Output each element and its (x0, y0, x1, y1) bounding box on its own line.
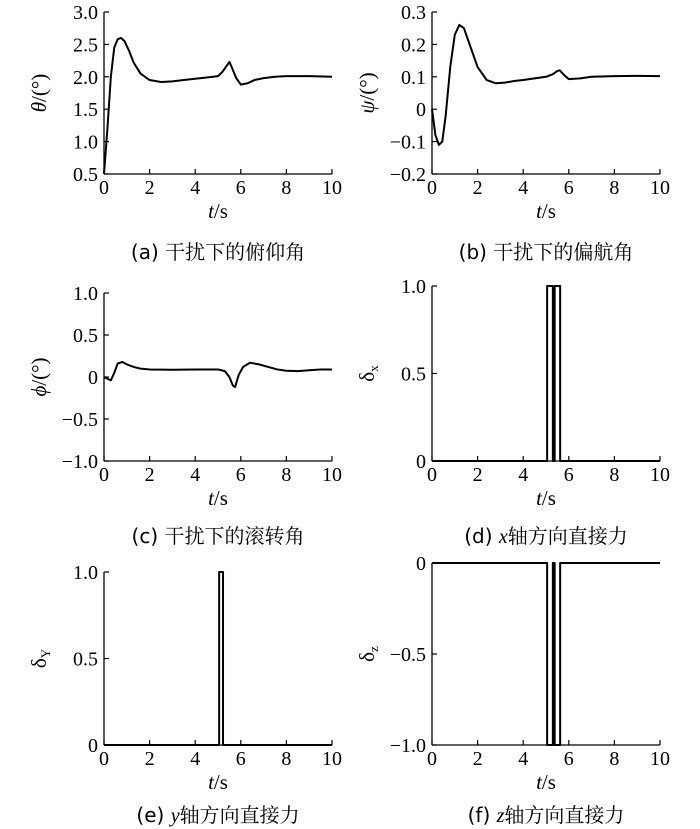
y-tick-label: −0.1 (389, 131, 426, 154)
subplot-caption: (d) x轴方向直接力 (464, 524, 628, 548)
y-tick-label: 0.5 (73, 648, 98, 671)
y-axis-label: δz (355, 646, 381, 662)
y-axis-label: δY (27, 648, 53, 669)
subplot-caption: (c) 干扰下的滚转角 (131, 524, 305, 548)
x-tick-label: 0 (427, 748, 437, 770)
x-tick-label: 2 (144, 177, 155, 199)
x-axis-label: t/s (536, 199, 556, 223)
chart-b (355, 2, 670, 264)
series-line (104, 38, 332, 174)
x-axis-label: t/s (536, 486, 556, 510)
x-tick-label: 6 (563, 464, 574, 486)
x-tick-label: 8 (609, 464, 620, 486)
x-tick-label: 4 (518, 464, 529, 486)
subplot-caption: (a) 干扰下的俯仰角 (130, 240, 306, 264)
chart-e (27, 562, 342, 827)
y-tick-label: 0.3 (401, 2, 426, 24)
x-tick-label: 8 (281, 177, 292, 199)
x-tick-label: 10 (322, 177, 342, 199)
y-tick-label: 1.0 (401, 276, 426, 298)
x-tick-label: 6 (235, 464, 246, 486)
y-tick-label: 1.5 (73, 99, 98, 122)
y-tick-label: 0.2 (401, 34, 426, 57)
x-tick-label: 0 (99, 464, 109, 486)
y-tick-label: 0.1 (401, 66, 426, 89)
series-line (104, 362, 332, 387)
subplot-caption: (f) z轴方向直接力 (467, 803, 625, 827)
y-tick-label: −0.5 (61, 409, 98, 431)
y-tick-label: 3.0 (73, 2, 98, 24)
y-tick-label: 0 (416, 451, 426, 473)
x-axis-label: t/s (208, 199, 228, 223)
y-tick-label: −1.0 (389, 735, 426, 757)
y-axis-label: ψ/(°) (355, 72, 379, 114)
subplot-caption: (b) 干扰下的偏航角 (458, 240, 634, 264)
y-tick-label: −0.2 (389, 164, 426, 186)
y-tick-label: 1.0 (73, 283, 98, 305)
x-axis-label: t/s (208, 486, 228, 510)
x-tick-label: 0 (99, 748, 109, 770)
x-tick-label: 0 (99, 177, 109, 199)
y-tick-label: 0 (88, 367, 98, 389)
series-line (432, 25, 660, 145)
y-tick-label: 0 (88, 735, 98, 757)
series-line (432, 286, 660, 461)
y-tick-label: 2.5 (73, 34, 98, 57)
x-tick-label: 10 (650, 177, 670, 199)
x-axis-label: t/s (208, 770, 228, 794)
x-tick-label: 6 (235, 177, 246, 199)
y-tick-label: 1.0 (73, 562, 98, 584)
y-tick-label: 0 (416, 99, 426, 122)
x-tick-label: 6 (563, 177, 574, 199)
y-tick-label: 0 (416, 553, 426, 575)
x-tick-label: 4 (190, 464, 201, 486)
x-tick-label: 4 (190, 748, 201, 770)
y-axis-label: δx (355, 365, 381, 382)
series-line (432, 563, 660, 745)
x-tick-label: 10 (322, 748, 342, 770)
chart-a (27, 2, 342, 264)
x-tick-label: 0 (427, 464, 437, 486)
x-tick-label: 4 (518, 748, 529, 770)
subplot-caption: (e) y轴方向直接力 (136, 803, 300, 827)
x-tick-label: 2 (144, 748, 155, 770)
y-tick-label: −1.0 (61, 451, 98, 473)
y-tick-label: 0.5 (401, 363, 426, 386)
x-tick-label: 10 (650, 464, 670, 486)
x-tick-label: 8 (609, 177, 620, 199)
x-tick-label: 2 (472, 177, 483, 199)
y-tick-label: 2.0 (73, 66, 98, 89)
chart-d (355, 276, 670, 548)
x-tick-label: 10 (322, 464, 342, 486)
y-axis-label: ϕ/(°) (27, 357, 51, 397)
x-tick-label: 10 (650, 748, 670, 770)
x-tick-label: 6 (563, 748, 574, 770)
x-tick-label: 4 (190, 177, 201, 199)
x-tick-label: 8 (281, 748, 292, 770)
x-axis-label: t/s (536, 770, 556, 794)
chart-f (355, 553, 670, 827)
y-tick-label: 1.0 (73, 131, 98, 154)
series-line (104, 572, 332, 745)
y-tick-label: 0.5 (73, 325, 98, 347)
y-axis-label: θ/(°) (27, 73, 51, 113)
x-tick-label: 0 (427, 177, 437, 199)
y-tick-label: −0.5 (389, 644, 426, 666)
x-tick-label: 4 (518, 177, 529, 199)
x-tick-label: 6 (235, 748, 246, 770)
x-tick-label: 8 (281, 464, 292, 486)
x-tick-label: 8 (609, 748, 620, 770)
y-tick-label: 0.5 (73, 164, 98, 186)
x-tick-label: 2 (472, 748, 483, 770)
x-tick-label: 2 (144, 464, 155, 486)
x-tick-label: 2 (472, 464, 483, 486)
chart-c (27, 283, 342, 548)
